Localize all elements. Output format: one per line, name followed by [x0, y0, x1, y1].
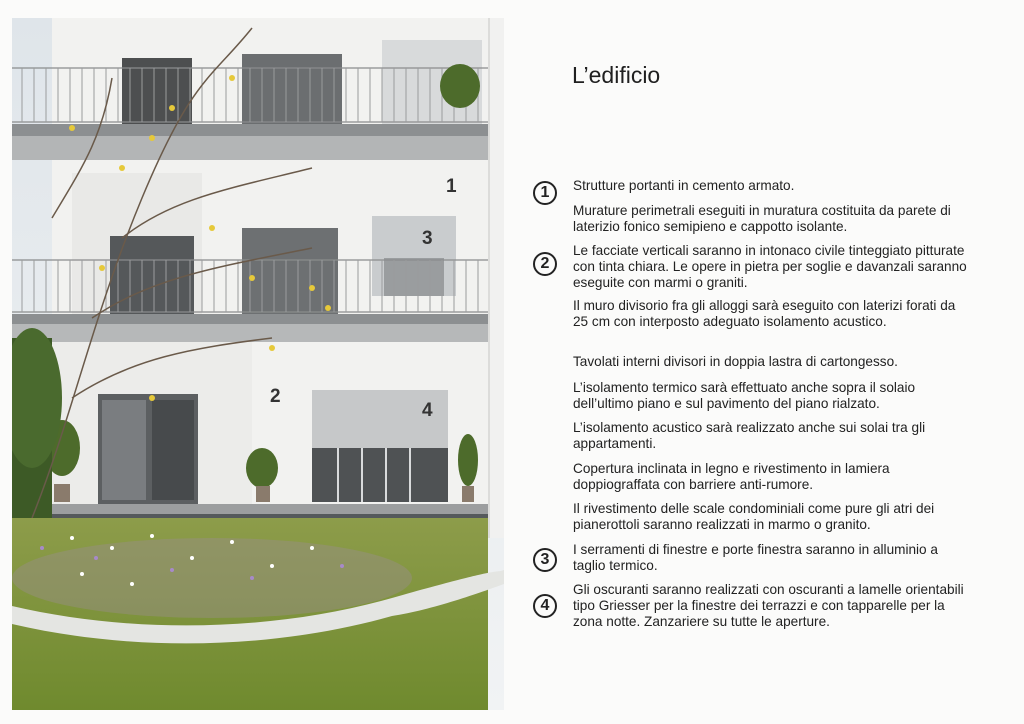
spec-item-shutters: Gli oscuranti saranno realizzati con oscuranti a lamelle orientabili tipo Griesser per la finestre dei terrazzi e con tapparelle per la zona notte. Zanzariere su tutte le aperture. — [573, 582, 964, 629]
image-label-3: 3 — [422, 228, 433, 249]
image-label-2: 2 — [270, 386, 281, 407]
building-illustration — [12, 18, 504, 710]
page-title: L’edificio — [572, 62, 661, 88]
spec-item-windows: I serramenti di finestre e porte finestra saranno in alluminio a taglio termico. — [573, 542, 938, 573]
marker-1: 1 — [533, 181, 557, 205]
spec-item-thermal: L’isolamento termico sarà effettuato anche sopra il solaio dell’ultimo piano e sul pavimento del piano rialzato. — [573, 380, 916, 411]
spec-item-partition: Il muro divisorio fra gli alloggi sarà eseguito con laterizi forati da 25 cm con interposto adeguato isolamento acustico. — [573, 298, 956, 329]
spec-item-roof: Copertura inclinata in legno e rivestimento in lamiera doppiograffata con barriere anti-rumore. — [573, 461, 890, 492]
image-label-4: 4 — [422, 400, 433, 421]
spec-item-acoustic: L’isolamento acustico sarà realizzato anche sui solai tra gli appartamenti. — [573, 420, 926, 451]
building-rendering — [12, 18, 504, 710]
image-label-1: 1 — [446, 176, 457, 197]
spec-item-structure: Strutture portanti in cemento armato. — [573, 178, 795, 193]
marker-4: 4 — [533, 594, 557, 618]
marker-3: 3 — [533, 548, 557, 572]
marker-2: 2 — [533, 252, 557, 276]
spec-item-walls: Murature perimetrali eseguiti in muratura costituita da parete di laterizio fonico semipieno e cappotto isolante. — [573, 203, 951, 234]
spec-item-facades: Le facciate verticali saranno in intonaco civile tinteggiato pitturate con tinta chiara. Le opere in pietra per soglie e davanzali saranno eseguite con marmi o graniti. — [573, 243, 967, 290]
spec-item-stairs: Il rivestimento delle scale condominiali come pure gli atri dei pianerottoli saranno realizzati in marmo o granito. — [573, 501, 935, 532]
spec-item-drywall: Tavolati interni divisori in doppia lastra di cartongesso. — [573, 354, 898, 369]
